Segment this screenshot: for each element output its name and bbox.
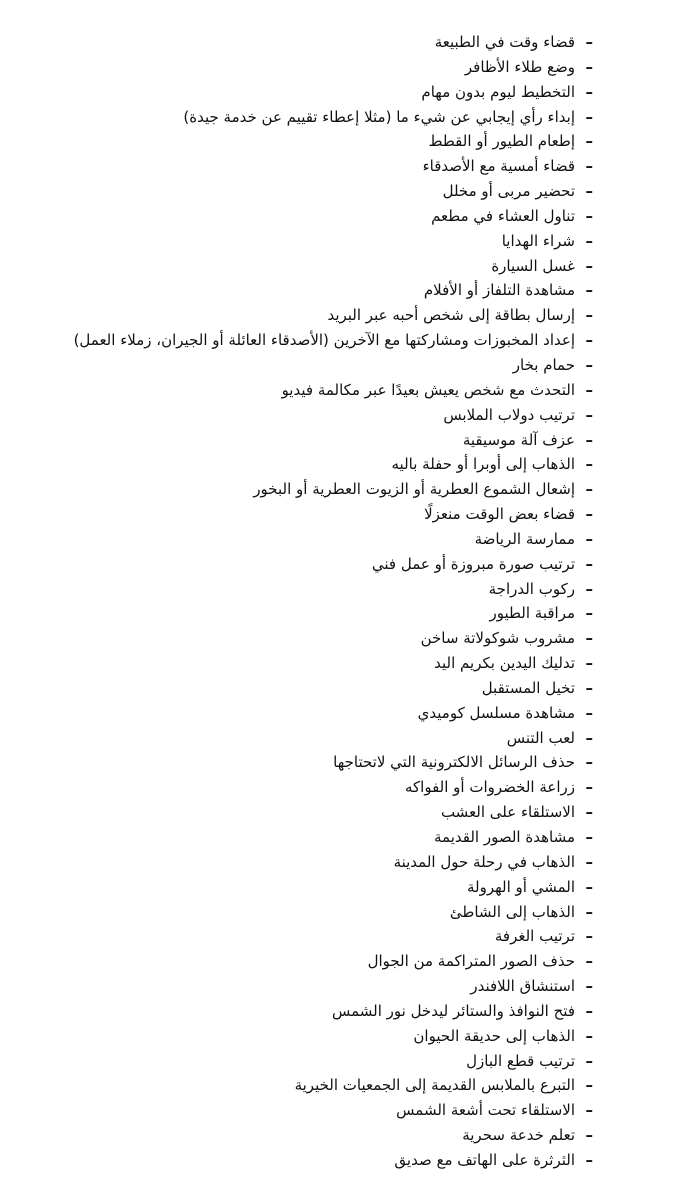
list-item <box>3 825 593 850</box>
list-item-text: ترتيب قطع البازل <box>466 1051 575 1070</box>
list-item-text: تعلم خدعة سحرية <box>462 1126 575 1145</box>
list-item-text: ترتيب صورة مبروزة أو عمل فني <box>371 554 575 573</box>
list-item-text: مشروب شوكولاتة ساخن <box>420 629 575 648</box>
list-item <box>3 204 593 229</box>
bullet-dash: – <box>585 182 593 201</box>
bullet-dash: – <box>585 629 593 648</box>
bullet-dash: – <box>585 430 593 449</box>
bullet-dash: – <box>585 1126 593 1145</box>
bullet-dash: – <box>585 529 593 548</box>
list-item <box>3 55 593 80</box>
list-item-text: الذهاب في رحلة حول المدينة <box>393 852 575 871</box>
list-item <box>3 1049 593 1074</box>
list-item-text: تناول العشاء في مطعم <box>431 206 575 225</box>
list-item <box>3 676 593 701</box>
list-item-text: مشاهدة مسلسل كوميدي <box>417 703 575 722</box>
list-item <box>3 254 593 279</box>
list-item <box>3 1148 593 1173</box>
list-item-text: قضاء أمسية مع الأصدقاء <box>422 157 575 176</box>
list-item-text: إعداد المخبوزات ومشاركتها مع الآخرين (الأصدقاء العائلة أو الجيران، زملاء العمل) <box>73 331 575 350</box>
list-item-text: مشاهدة التلفاز أو الأفلام <box>423 281 575 300</box>
list-item-text: لعب التنس <box>506 728 575 747</box>
list-item <box>3 1098 593 1123</box>
activity-list <box>3 30 593 1173</box>
list-item <box>3 129 593 154</box>
list-item <box>3 701 593 726</box>
list-item-text: التبرع بالملابس القديمة إلى الجمعيات الخيرية <box>294 1076 575 1095</box>
list-item-text: وضع طلاء الأظافر <box>464 57 575 76</box>
bullet-dash: – <box>585 107 593 126</box>
bullet-dash: – <box>585 281 593 300</box>
list-item-text: قضاء وقت في الطبيعة <box>434 33 575 51</box>
list-item <box>3 1073 593 1098</box>
list-item <box>3 154 593 179</box>
list-item-text: ممارسة الرياضة <box>474 529 575 548</box>
list-item <box>3 1024 593 1049</box>
list-item-text: عزف آلة موسيقية <box>462 430 575 449</box>
list-item-text: الذهاب إلى الشاطئ <box>449 902 575 921</box>
list-item <box>3 229 593 254</box>
list-item-text: ترتيب دولاب الملابس <box>443 405 575 424</box>
list-item <box>3 353 593 378</box>
list-item-text: إطعام الطيور أو القطط <box>428 132 575 151</box>
bullet-dash: – <box>585 157 593 176</box>
list-item <box>3 477 593 502</box>
list-item-text: إبداء رأي إيجابي عن شيء ما (مثلا إعطاء تقييم عن خدمة جيدة) <box>183 107 575 126</box>
list-item <box>3 726 593 751</box>
list-item-text: ركوب الدراجة <box>488 579 575 598</box>
bullet-dash: – <box>585 977 593 996</box>
bullet-dash: – <box>585 306 593 325</box>
list-item-text: غسل السيارة <box>491 256 575 275</box>
bullet-dash: – <box>585 902 593 921</box>
list-item <box>3 800 593 825</box>
list-item <box>3 999 593 1024</box>
bullet-dash: – <box>585 877 593 896</box>
list-item-text: تحضير مربى أو مخلل <box>442 182 575 201</box>
bullet-dash: – <box>585 1101 593 1120</box>
bullet-dash: – <box>585 579 593 598</box>
list-item <box>3 30 593 55</box>
bullet-dash: – <box>585 1150 593 1169</box>
list-item <box>3 775 593 800</box>
list-item-text: حذف الصور المتراكمة من الجوال <box>367 952 575 971</box>
list-item <box>3 527 593 552</box>
bullet-dash: – <box>585 206 593 225</box>
list-item <box>3 1123 593 1148</box>
list-item-text: إشعال الشموع العطرية أو الزيوت العطرية أو البخور <box>253 480 575 499</box>
bullet-dash: – <box>585 1001 593 1020</box>
bullet-dash: – <box>585 331 593 350</box>
list-item-text: ترتيب الغرفة <box>494 927 575 946</box>
bullet-dash: – <box>585 554 593 573</box>
bullet-dash: – <box>585 82 593 101</box>
list-item <box>3 750 593 775</box>
bullet-dash: – <box>585 380 593 399</box>
bullet-dash: – <box>585 132 593 151</box>
list-item-text: الاستلقاء تحت أشعة الشمس <box>396 1101 575 1120</box>
list-item <box>3 452 593 477</box>
list-item-text: حمام بخار <box>512 355 575 374</box>
bullet-dash: – <box>585 803 593 822</box>
list-item <box>3 651 593 676</box>
list-item <box>3 577 593 602</box>
list-item-text: حذف الرسائل الالكترونية التي لاتحتاجها <box>333 753 575 772</box>
bullet-dash: – <box>585 654 593 673</box>
list-item <box>3 900 593 925</box>
list-item <box>3 552 593 577</box>
list-item <box>3 328 593 353</box>
bullet-dash: – <box>585 505 593 524</box>
list-item <box>3 875 593 900</box>
list-item-text: تخيل المستقبل <box>481 678 575 697</box>
bullet-dash: – <box>585 678 593 697</box>
bullet-dash: – <box>585 952 593 971</box>
bullet-dash: – <box>585 828 593 846</box>
list-item <box>3 403 593 428</box>
list-item-text: التحدث مع شخص يعيش بعيدًا عبر مكالمة فيديو <box>281 380 575 399</box>
bullet-dash: – <box>585 1076 593 1095</box>
list-item <box>3 179 593 204</box>
list-item-text: الثرثرة على الهاتف مع صديق <box>394 1150 575 1169</box>
bullet-dash: – <box>585 753 593 772</box>
document-page <box>0 30 688 1190</box>
list-item <box>3 974 593 999</box>
bullet-dash: – <box>585 728 593 747</box>
list-item-text: مشاهدة الصور القديمة <box>434 828 575 846</box>
bullet-dash: – <box>585 1026 593 1045</box>
list-item-text: شراء الهدايا <box>501 231 575 250</box>
list-item <box>3 428 593 453</box>
list-item-text: إرسال بطاقة إلى شخص أحبه عبر البريد <box>327 306 575 325</box>
bullet-dash: – <box>585 256 593 275</box>
bullet-dash: – <box>585 778 593 797</box>
bullet-dash: – <box>585 852 593 871</box>
list-item-text: زراعة الخضروات أو الفواكه <box>404 778 575 797</box>
list-item-text: الذهاب إلى أوبرا أو حفلة باليه <box>391 455 575 474</box>
bullet-dash: – <box>585 1051 593 1070</box>
list-item-text: استنشاق اللافندر <box>470 977 575 996</box>
list-item-text: فتح النوافذ والستائر ليدخل نور الشمس <box>331 1001 575 1020</box>
bullet-dash: – <box>585 33 593 51</box>
list-item-text: الاستلقاء على العشب <box>440 803 575 822</box>
list-item <box>3 105 593 130</box>
list-item <box>3 626 593 651</box>
list-item <box>3 850 593 875</box>
list-item-text: التخطيط ليوم بدون مهام <box>421 82 575 101</box>
bullet-dash: – <box>585 480 593 499</box>
list-item-text: قضاء بعض الوقت منعزلًا <box>424 505 575 524</box>
list-item <box>3 601 593 626</box>
bullet-dash: – <box>585 405 593 424</box>
bullet-dash: – <box>585 455 593 474</box>
bullet-dash: – <box>585 57 593 76</box>
list-item-text: مراقبة الطيور <box>489 604 575 623</box>
bullet-dash: – <box>585 703 593 722</box>
list-item <box>3 80 593 105</box>
list-item-text: تدليك اليدين بكريم اليد <box>434 654 575 673</box>
list-item <box>3 924 593 949</box>
list-item <box>3 278 593 303</box>
bullet-dash: – <box>585 355 593 374</box>
list-item <box>3 303 593 328</box>
list-item <box>3 378 593 403</box>
list-item-text: المشي أو الهرولة <box>466 877 575 896</box>
bullet-dash: – <box>585 604 593 623</box>
bullet-dash: – <box>585 231 593 250</box>
list-item <box>3 502 593 527</box>
list-item <box>3 949 593 974</box>
bullet-dash: – <box>585 927 593 946</box>
list-item-text: الذهاب إلى حديقة الحيوان <box>413 1026 575 1045</box>
